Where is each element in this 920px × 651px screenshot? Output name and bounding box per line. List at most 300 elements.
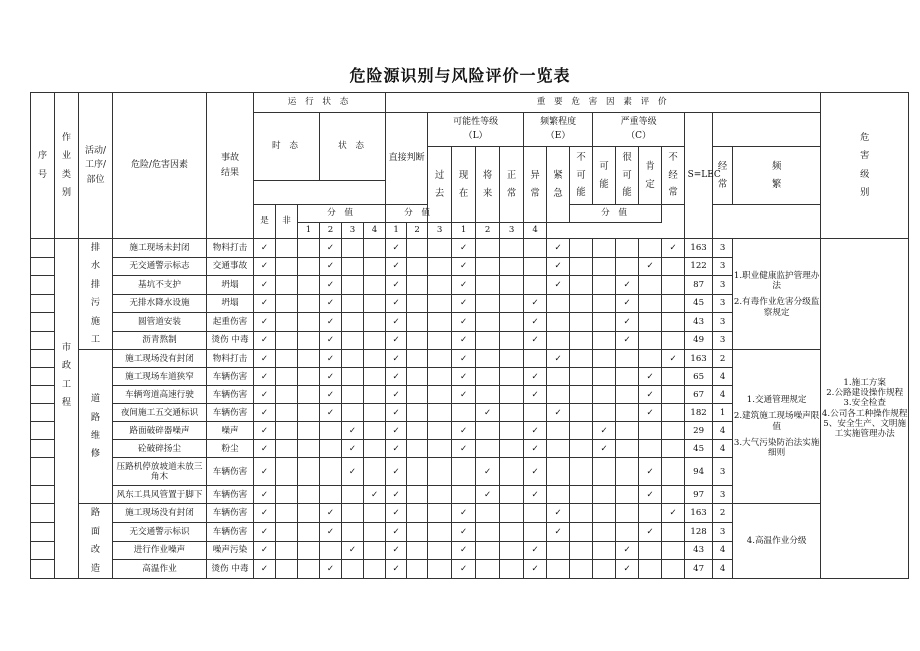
check-cell <box>524 350 547 368</box>
check-cell <box>593 239 616 258</box>
check-cell <box>428 422 452 440</box>
header-tense-0: 过去 <box>428 147 452 223</box>
check-cell: ✓ <box>452 313 476 332</box>
seq-cell <box>31 276 55 295</box>
check-cell <box>639 504 662 523</box>
check-cell <box>616 257 639 276</box>
check-cell: ✓ <box>364 486 386 504</box>
check-cell <box>342 404 364 422</box>
check-cell: ✓ <box>320 523 342 542</box>
header-score_L-2: 3 <box>342 223 364 239</box>
check-cell <box>364 404 386 422</box>
header-s-lec: S=LEC <box>685 113 713 239</box>
check-cell <box>342 294 364 313</box>
accident-cell: 坍塌 <box>207 276 254 295</box>
check-cell <box>407 350 428 368</box>
check-cell <box>342 560 364 579</box>
check-cell <box>662 404 685 422</box>
check-cell <box>364 504 386 523</box>
header-seq: 序号 <box>31 93 55 239</box>
check-cell <box>500 541 524 560</box>
hazard-cell: 施工现场车道狭窄 <box>113 368 207 386</box>
header-run-state: 运 行 状 态 <box>254 93 386 113</box>
check-cell: ✓ <box>386 350 407 368</box>
check-cell <box>276 386 298 404</box>
check-cell <box>407 541 428 560</box>
accident-cell: 车辆伤害 <box>207 386 254 404</box>
header-L: 可能性等级 （L） <box>428 113 524 147</box>
check-cell <box>593 560 616 579</box>
check-cell <box>639 440 662 458</box>
check-cell <box>428 458 452 486</box>
check-cell <box>407 276 428 295</box>
lec-cell: 49 <box>685 331 713 350</box>
check-cell: ✓ <box>254 440 276 458</box>
check-cell: ✓ <box>320 239 342 258</box>
check-cell <box>476 313 500 332</box>
hazard-cell: 无交通警示标识 <box>113 523 207 542</box>
header-state-group: 状 态 <box>320 113 386 181</box>
accident-cell: 噪声 <box>207 422 254 440</box>
accident-cell: 车辆伤害 <box>207 404 254 422</box>
check-cell <box>476 523 500 542</box>
check-cell <box>298 541 320 560</box>
check-cell <box>407 313 428 332</box>
check-cell <box>616 404 639 422</box>
hazard-cell: 沥青熬制 <box>113 331 207 350</box>
law-cell <box>733 350 821 504</box>
table-row <box>31 350 909 368</box>
check-cell <box>476 257 500 276</box>
check-cell <box>276 541 298 560</box>
check-cell <box>342 504 364 523</box>
check-cell <box>639 276 662 295</box>
check-cell: ✓ <box>452 276 476 295</box>
check-cell <box>407 440 428 458</box>
check-cell <box>428 486 452 504</box>
check-cell <box>662 422 685 440</box>
check-cell: ✓ <box>452 239 476 258</box>
check-cell: ✓ <box>593 440 616 458</box>
activity-cell: 道路维修 <box>79 350 113 504</box>
check-cell <box>276 350 298 368</box>
check-cell <box>500 458 524 486</box>
check-cell: ✓ <box>386 294 407 313</box>
level-cell: 3 <box>713 313 733 332</box>
check-cell: ✓ <box>476 486 500 504</box>
check-cell <box>320 440 342 458</box>
check-cell: ✓ <box>524 458 547 486</box>
hazard-cell: 无排水降水设施 <box>113 294 207 313</box>
header-score_E-1: 2 <box>407 223 428 239</box>
check-cell <box>662 386 685 404</box>
header-state-2: 紧急 <box>547 147 570 223</box>
header-tense-group: 时 态 <box>254 113 320 181</box>
check-cell: ✓ <box>386 458 407 486</box>
seq-cell <box>31 386 55 404</box>
seq-cell <box>31 440 55 458</box>
accident-cell: 车辆伤害 <box>207 486 254 504</box>
check-cell <box>500 404 524 422</box>
check-cell <box>452 486 476 504</box>
accident-cell: 烫伤 中毒 <box>207 331 254 350</box>
check-cell <box>364 386 386 404</box>
check-cell <box>407 404 428 422</box>
check-cell <box>407 486 428 504</box>
check-cell <box>364 440 386 458</box>
check-cell <box>407 331 428 350</box>
check-cell <box>639 239 662 258</box>
check-cell <box>662 486 685 504</box>
check-cell: ✓ <box>452 440 476 458</box>
check-cell <box>570 504 593 523</box>
check-cell <box>476 440 500 458</box>
check-cell <box>662 523 685 542</box>
check-cell: ✓ <box>616 313 639 332</box>
header-tense-2: 将来 <box>476 147 500 223</box>
check-cell: ✓ <box>342 440 364 458</box>
lec-cell: 29 <box>685 422 713 440</box>
check-cell <box>428 404 452 422</box>
check-cell <box>570 276 593 295</box>
hazard-cell: 风东工具风管置于脚下 <box>113 486 207 504</box>
accident-cell: 物料打击 <box>207 239 254 258</box>
check-cell <box>364 541 386 560</box>
check-cell <box>428 504 452 523</box>
check-cell: ✓ <box>616 560 639 579</box>
check-cell: ✓ <box>254 257 276 276</box>
check-cell <box>639 313 662 332</box>
level-cell: 4 <box>713 440 733 458</box>
check-cell <box>593 523 616 542</box>
check-cell <box>662 368 685 386</box>
accident-cell: 噪声污染 <box>207 541 254 560</box>
seq-cell <box>31 560 55 579</box>
check-cell: ✓ <box>476 404 500 422</box>
check-cell <box>342 350 364 368</box>
header-score_C-2: 3 <box>500 223 524 239</box>
seq-cell <box>31 294 55 313</box>
level-cell: 4 <box>713 368 733 386</box>
header-major-eval: 重 要 危 害 因 素 评 价 <box>386 93 821 113</box>
check-cell: ✓ <box>320 257 342 276</box>
activity-cell: 排水排污施工 <box>79 239 113 350</box>
header-score_L-1: 2 <box>320 223 342 239</box>
check-cell: ✓ <box>524 368 547 386</box>
level-cell: 3 <box>713 458 733 486</box>
seq-cell <box>31 486 55 504</box>
check-cell: ✓ <box>254 504 276 523</box>
hazard-cell: 施工现场未封闭 <box>113 239 207 258</box>
header-score_L-3: 4 <box>364 223 386 239</box>
check-cell <box>500 368 524 386</box>
check-cell <box>276 257 298 276</box>
header-direct-yes: 是 <box>254 205 276 239</box>
check-cell: ✓ <box>320 294 342 313</box>
check-cell <box>639 560 662 579</box>
seq-cell <box>31 239 55 258</box>
check-cell: ✓ <box>254 386 276 404</box>
check-cell <box>407 504 428 523</box>
check-cell <box>616 239 639 258</box>
check-cell: ✓ <box>254 404 276 422</box>
header-e-col-1: 经常 <box>713 147 733 205</box>
check-cell <box>570 486 593 504</box>
check-cell: ✓ <box>547 239 570 258</box>
lec-cell: 128 <box>685 523 713 542</box>
check-cell <box>452 458 476 486</box>
check-cell <box>320 486 342 504</box>
check-cell: ✓ <box>452 541 476 560</box>
check-cell: ✓ <box>452 422 476 440</box>
check-cell: ✓ <box>320 331 342 350</box>
check-cell: ✓ <box>476 458 500 486</box>
check-cell: ✓ <box>320 313 342 332</box>
check-cell <box>476 239 500 258</box>
check-cell <box>593 294 616 313</box>
header-direct: 直接判断 <box>386 113 428 205</box>
check-cell <box>593 504 616 523</box>
check-cell <box>500 523 524 542</box>
check-cell <box>570 331 593 350</box>
check-cell <box>276 239 298 258</box>
check-cell: ✓ <box>662 350 685 368</box>
lec-cell: 97 <box>685 486 713 504</box>
check-cell <box>500 257 524 276</box>
seq-cell <box>31 350 55 368</box>
header-score-E: 分 值 <box>386 205 452 223</box>
check-cell: ✓ <box>524 440 547 458</box>
hazard-cell: 圆管道安装 <box>113 313 207 332</box>
check-cell: ✓ <box>524 422 547 440</box>
header-level: 危害级别 <box>821 93 909 239</box>
check-cell <box>616 523 639 542</box>
check-cell: ✓ <box>254 422 276 440</box>
check-cell <box>547 440 570 458</box>
check-cell: ✓ <box>386 422 407 440</box>
risk-assessment-table <box>30 92 909 579</box>
seq-cell <box>31 331 55 350</box>
check-cell <box>616 504 639 523</box>
accident-cell: 车辆伤害 <box>207 523 254 542</box>
check-cell <box>570 523 593 542</box>
check-cell <box>570 368 593 386</box>
hazard-cell: 砼破碎扬尘 <box>113 440 207 458</box>
check-cell <box>593 486 616 504</box>
check-cell <box>407 422 428 440</box>
check-cell: ✓ <box>386 257 407 276</box>
check-cell: ✓ <box>386 239 407 258</box>
lec-cell: 163 <box>685 504 713 523</box>
check-cell <box>298 368 320 386</box>
check-cell: ✓ <box>386 276 407 295</box>
check-cell: ✓ <box>386 368 407 386</box>
check-cell <box>639 294 662 313</box>
check-cell <box>428 386 452 404</box>
check-cell <box>342 331 364 350</box>
check-cell <box>639 422 662 440</box>
check-cell <box>407 294 428 313</box>
check-cell: ✓ <box>386 404 407 422</box>
header-score_C-3: 4 <box>524 223 547 239</box>
check-cell: ✓ <box>524 541 547 560</box>
header-activity: 活动/工序/部位 <box>79 93 113 239</box>
check-cell <box>407 560 428 579</box>
check-cell <box>342 368 364 386</box>
law-item: 1.职业健康监护管理办法 <box>733 270 820 291</box>
check-cell: ✓ <box>254 458 276 486</box>
check-cell: ✓ <box>320 350 342 368</box>
check-cell <box>298 276 320 295</box>
check-cell <box>570 257 593 276</box>
check-cell <box>407 239 428 258</box>
check-cell <box>298 523 320 542</box>
check-cell <box>276 422 298 440</box>
lec-cell: 65 <box>685 368 713 386</box>
lec-cell: 45 <box>685 294 713 313</box>
check-cell <box>570 294 593 313</box>
check-cell: ✓ <box>386 523 407 542</box>
check-cell <box>407 458 428 486</box>
seq-cell <box>31 541 55 560</box>
check-cell: ✓ <box>386 560 407 579</box>
check-cell <box>428 523 452 542</box>
check-cell <box>320 541 342 560</box>
check-cell <box>639 350 662 368</box>
check-cell <box>342 257 364 276</box>
table-row <box>31 239 909 258</box>
check-cell <box>500 331 524 350</box>
accident-cell: 烫伤 中毒 <box>207 560 254 579</box>
check-cell: ✓ <box>662 504 685 523</box>
header-score_E-0: 1 <box>386 223 407 239</box>
check-cell <box>547 313 570 332</box>
check-cell <box>364 368 386 386</box>
check-cell <box>570 350 593 368</box>
check-cell <box>428 331 452 350</box>
check-cell <box>298 404 320 422</box>
lec-cell: 182 <box>685 404 713 422</box>
check-cell: ✓ <box>616 294 639 313</box>
check-cell <box>364 458 386 486</box>
check-cell: ✓ <box>639 458 662 486</box>
check-cell <box>662 541 685 560</box>
seq-cell <box>31 368 55 386</box>
check-cell <box>476 350 500 368</box>
accident-cell: 物料打击 <box>207 350 254 368</box>
check-cell: ✓ <box>547 350 570 368</box>
header-score-C: 分 值 <box>570 205 662 223</box>
check-cell: ✓ <box>254 350 276 368</box>
check-cell <box>524 523 547 542</box>
check-cell <box>593 368 616 386</box>
check-cell <box>428 313 452 332</box>
check-cell: ✓ <box>524 294 547 313</box>
check-cell <box>428 560 452 579</box>
check-cell: ✓ <box>320 386 342 404</box>
check-cell: ✓ <box>452 294 476 313</box>
check-cell: ✓ <box>452 257 476 276</box>
check-cell <box>547 560 570 579</box>
seq-cell <box>31 504 55 523</box>
table-header <box>31 93 909 239</box>
check-cell <box>570 404 593 422</box>
control-cell <box>821 239 909 579</box>
check-cell <box>298 294 320 313</box>
check-cell <box>616 458 639 486</box>
check-cell: ✓ <box>342 458 364 486</box>
check-cell <box>342 239 364 258</box>
check-cell <box>298 350 320 368</box>
hazard-cell: 压路机停放坡道未放三角木 <box>113 458 207 486</box>
check-cell: ✓ <box>524 560 547 579</box>
check-cell <box>407 523 428 542</box>
seq-cell <box>31 458 55 486</box>
check-cell <box>342 313 364 332</box>
hazard-cell: 夜间施工五交通标识 <box>113 404 207 422</box>
check-cell <box>298 239 320 258</box>
check-cell: ✓ <box>386 504 407 523</box>
check-cell: ✓ <box>452 504 476 523</box>
check-cell <box>639 541 662 560</box>
check-cell: ✓ <box>342 422 364 440</box>
check-cell: ✓ <box>254 541 276 560</box>
header-hazard: 危险/危害因素 <box>113 93 207 239</box>
check-cell <box>662 313 685 332</box>
lec-cell: 163 <box>685 350 713 368</box>
check-cell <box>320 422 342 440</box>
header-score_C-1: 2 <box>476 223 500 239</box>
check-cell <box>593 313 616 332</box>
check-cell <box>342 523 364 542</box>
check-cell <box>428 294 452 313</box>
check-cell <box>364 313 386 332</box>
law-item: 4.高温作业分级 <box>746 536 807 547</box>
check-cell <box>298 313 320 332</box>
check-cell <box>500 294 524 313</box>
check-cell <box>662 257 685 276</box>
check-cell <box>428 440 452 458</box>
check-cell <box>616 440 639 458</box>
check-cell <box>500 276 524 295</box>
check-cell <box>593 276 616 295</box>
check-cell <box>570 541 593 560</box>
check-cell: ✓ <box>386 313 407 332</box>
check-cell: ✓ <box>254 368 276 386</box>
level-cell: 3 <box>713 523 733 542</box>
check-cell <box>364 560 386 579</box>
level-cell: 3 <box>713 294 733 313</box>
level-cell: 3 <box>713 486 733 504</box>
check-cell: ✓ <box>524 331 547 350</box>
check-cell <box>547 486 570 504</box>
check-cell: ✓ <box>616 276 639 295</box>
check-cell <box>616 486 639 504</box>
check-cell <box>276 504 298 523</box>
check-cell <box>320 458 342 486</box>
check-cell <box>298 257 320 276</box>
check-cell <box>476 541 500 560</box>
level-cell: 1 <box>713 404 733 422</box>
check-cell: ✓ <box>547 257 570 276</box>
level-cell: 2 <box>713 350 733 368</box>
check-cell <box>570 313 593 332</box>
level-cell: 3 <box>713 239 733 258</box>
check-cell: ✓ <box>452 523 476 542</box>
level-cell: 3 <box>713 331 733 350</box>
check-cell <box>342 486 364 504</box>
check-cell <box>593 458 616 486</box>
